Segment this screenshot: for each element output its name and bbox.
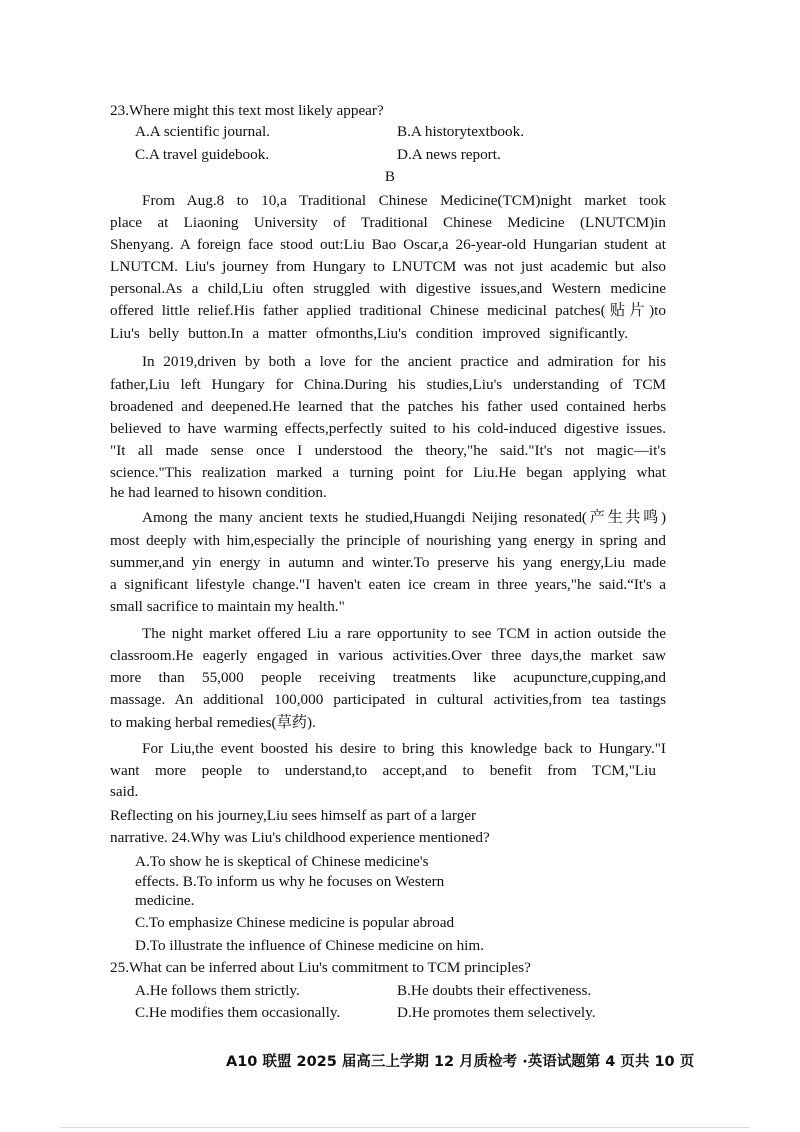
- q25-option-c: C.He modifies them occasionally.: [135, 1004, 341, 1021]
- passage-line: In 2019,driven by both a love for the ancient practice and admiration for his: [142, 353, 666, 370]
- passage-line: believed to have warming effects,perfectly suited to his cold-induced digestive issues.: [110, 420, 666, 437]
- passage-line: LNUTCM. Liu's journey from Hungary to LNUTCM was not just academic but also: [110, 258, 666, 275]
- passage-line: summer,and yin energy in autumn and winter.To preserve his yang energy,Liu made: [110, 554, 666, 571]
- passage-line: more than 55,000 people receiving treatments like acupuncture,cupping,and: [110, 669, 666, 686]
- section-letter: B: [384, 168, 396, 185]
- passage-line: offered little relief.His father applied traditional Chinese medicinal patches(贴片)to: [110, 302, 666, 319]
- q25-option-b: B.He doubts their effectiveness.: [397, 982, 592, 999]
- q23-option-a: A.A scientific journal.: [135, 123, 270, 140]
- q23-stem: 23.Where might this text most likely appear?: [110, 102, 384, 119]
- passage-line: small sacrifice to maintain my health.": [110, 598, 345, 615]
- passage-line: classroom.He eagerly engaged in various activities.Over three days,the market saw: [110, 647, 666, 664]
- passage-line: place at Liaoning University of Traditional Chinese Medicine (LNUTCM)in: [110, 214, 666, 231]
- passage-line: Liu's belly button.In a matter ofmonths,Liu's condition improved significantly.: [110, 325, 628, 342]
- q24-stem: narrative. 24.Why was Liu's childhood experience mentioned?: [110, 829, 490, 846]
- passage-line: For Liu,the event boosted his desire to bring this knowledge back to Hungary."I: [142, 740, 666, 757]
- passage-line: "It all made sense once I understood the theory,"he said."It's not magic—it's: [110, 442, 666, 459]
- passage-line: want more people to understand,to accept,and to benefit from TCM,"Liu: [110, 762, 656, 779]
- passage-line: From Aug.8 to 10,a Traditional Chinese Medicine(TCM)night market took: [142, 192, 666, 209]
- passage-line: Reflecting on his journey,Liu sees himself as part of a larger: [110, 807, 477, 824]
- passage-line: massage. An additional 100,000 participated in cultural activities,from tea tastings: [110, 691, 666, 708]
- q23-option-d: D.A news report.: [397, 146, 501, 163]
- bottom-divider: [60, 1127, 750, 1128]
- q25-option-a: A.He follows them strictly.: [135, 982, 300, 999]
- passage-line: father,Liu left Hungary for China.During his studies,Liu's understanding of TCM: [110, 376, 666, 393]
- passage-line: he had learned to hisown condition.: [110, 484, 327, 501]
- q24-option-line: A.To show he is skeptical of Chinese medicine's: [135, 853, 429, 870]
- q24-option-line: effects. B.To inform us why he focuses on Western: [135, 873, 445, 890]
- q23-option-b: B.A historytextbook.: [397, 123, 524, 140]
- passage-line: broadened and deepened.He learned that the patches his father used contained herbs: [110, 398, 666, 415]
- q24-option-c: C.To emphasize Chinese medicine is popular abroad: [135, 914, 455, 931]
- passage-line: a significant lifestyle change."I haven't eaten ice cream in three years,"he said.“It's a: [110, 576, 666, 593]
- passage-line: to making herbal remedies(草药).: [110, 714, 316, 731]
- passage-line: personal.As a child,Liu often struggled with digestive issues,and Western medicine: [110, 280, 666, 297]
- passage-line: science."This realization marked a turning point for Liu.He began applying what: [110, 464, 666, 481]
- q25-stem: 25.What can be inferred about Liu's commitment to TCM principles?: [110, 959, 531, 976]
- passage-line: said.: [110, 783, 139, 800]
- q24-option-line: medicine.: [135, 892, 195, 909]
- passage-line: Shenyang. A foreign face stood out:Liu Bao Oscar,a 26-year-old Hungarian student at: [110, 236, 666, 253]
- page-footer: A10 联盟 2025 届高三上学期 12 月质检考 ·英语试题第 4 页共 10 页: [226, 1054, 695, 1070]
- passage-line: The night market offered Liu a rare opportunity to see TCM in action outside the: [142, 625, 666, 642]
- passage-line: most deeply with him,especially the principle of nourishing yang energy in spring and: [110, 532, 666, 549]
- q24-option-d: D.To illustrate the influence of Chinese medicine on him.: [135, 937, 485, 954]
- passage-line: Among the many ancient texts he studied,Huangdi Neijing resonated(产生共鸣): [142, 509, 666, 526]
- q23-option-c: C.A travel guidebook.: [135, 146, 270, 163]
- q25-option-d: D.He promotes them selectively.: [397, 1004, 596, 1021]
